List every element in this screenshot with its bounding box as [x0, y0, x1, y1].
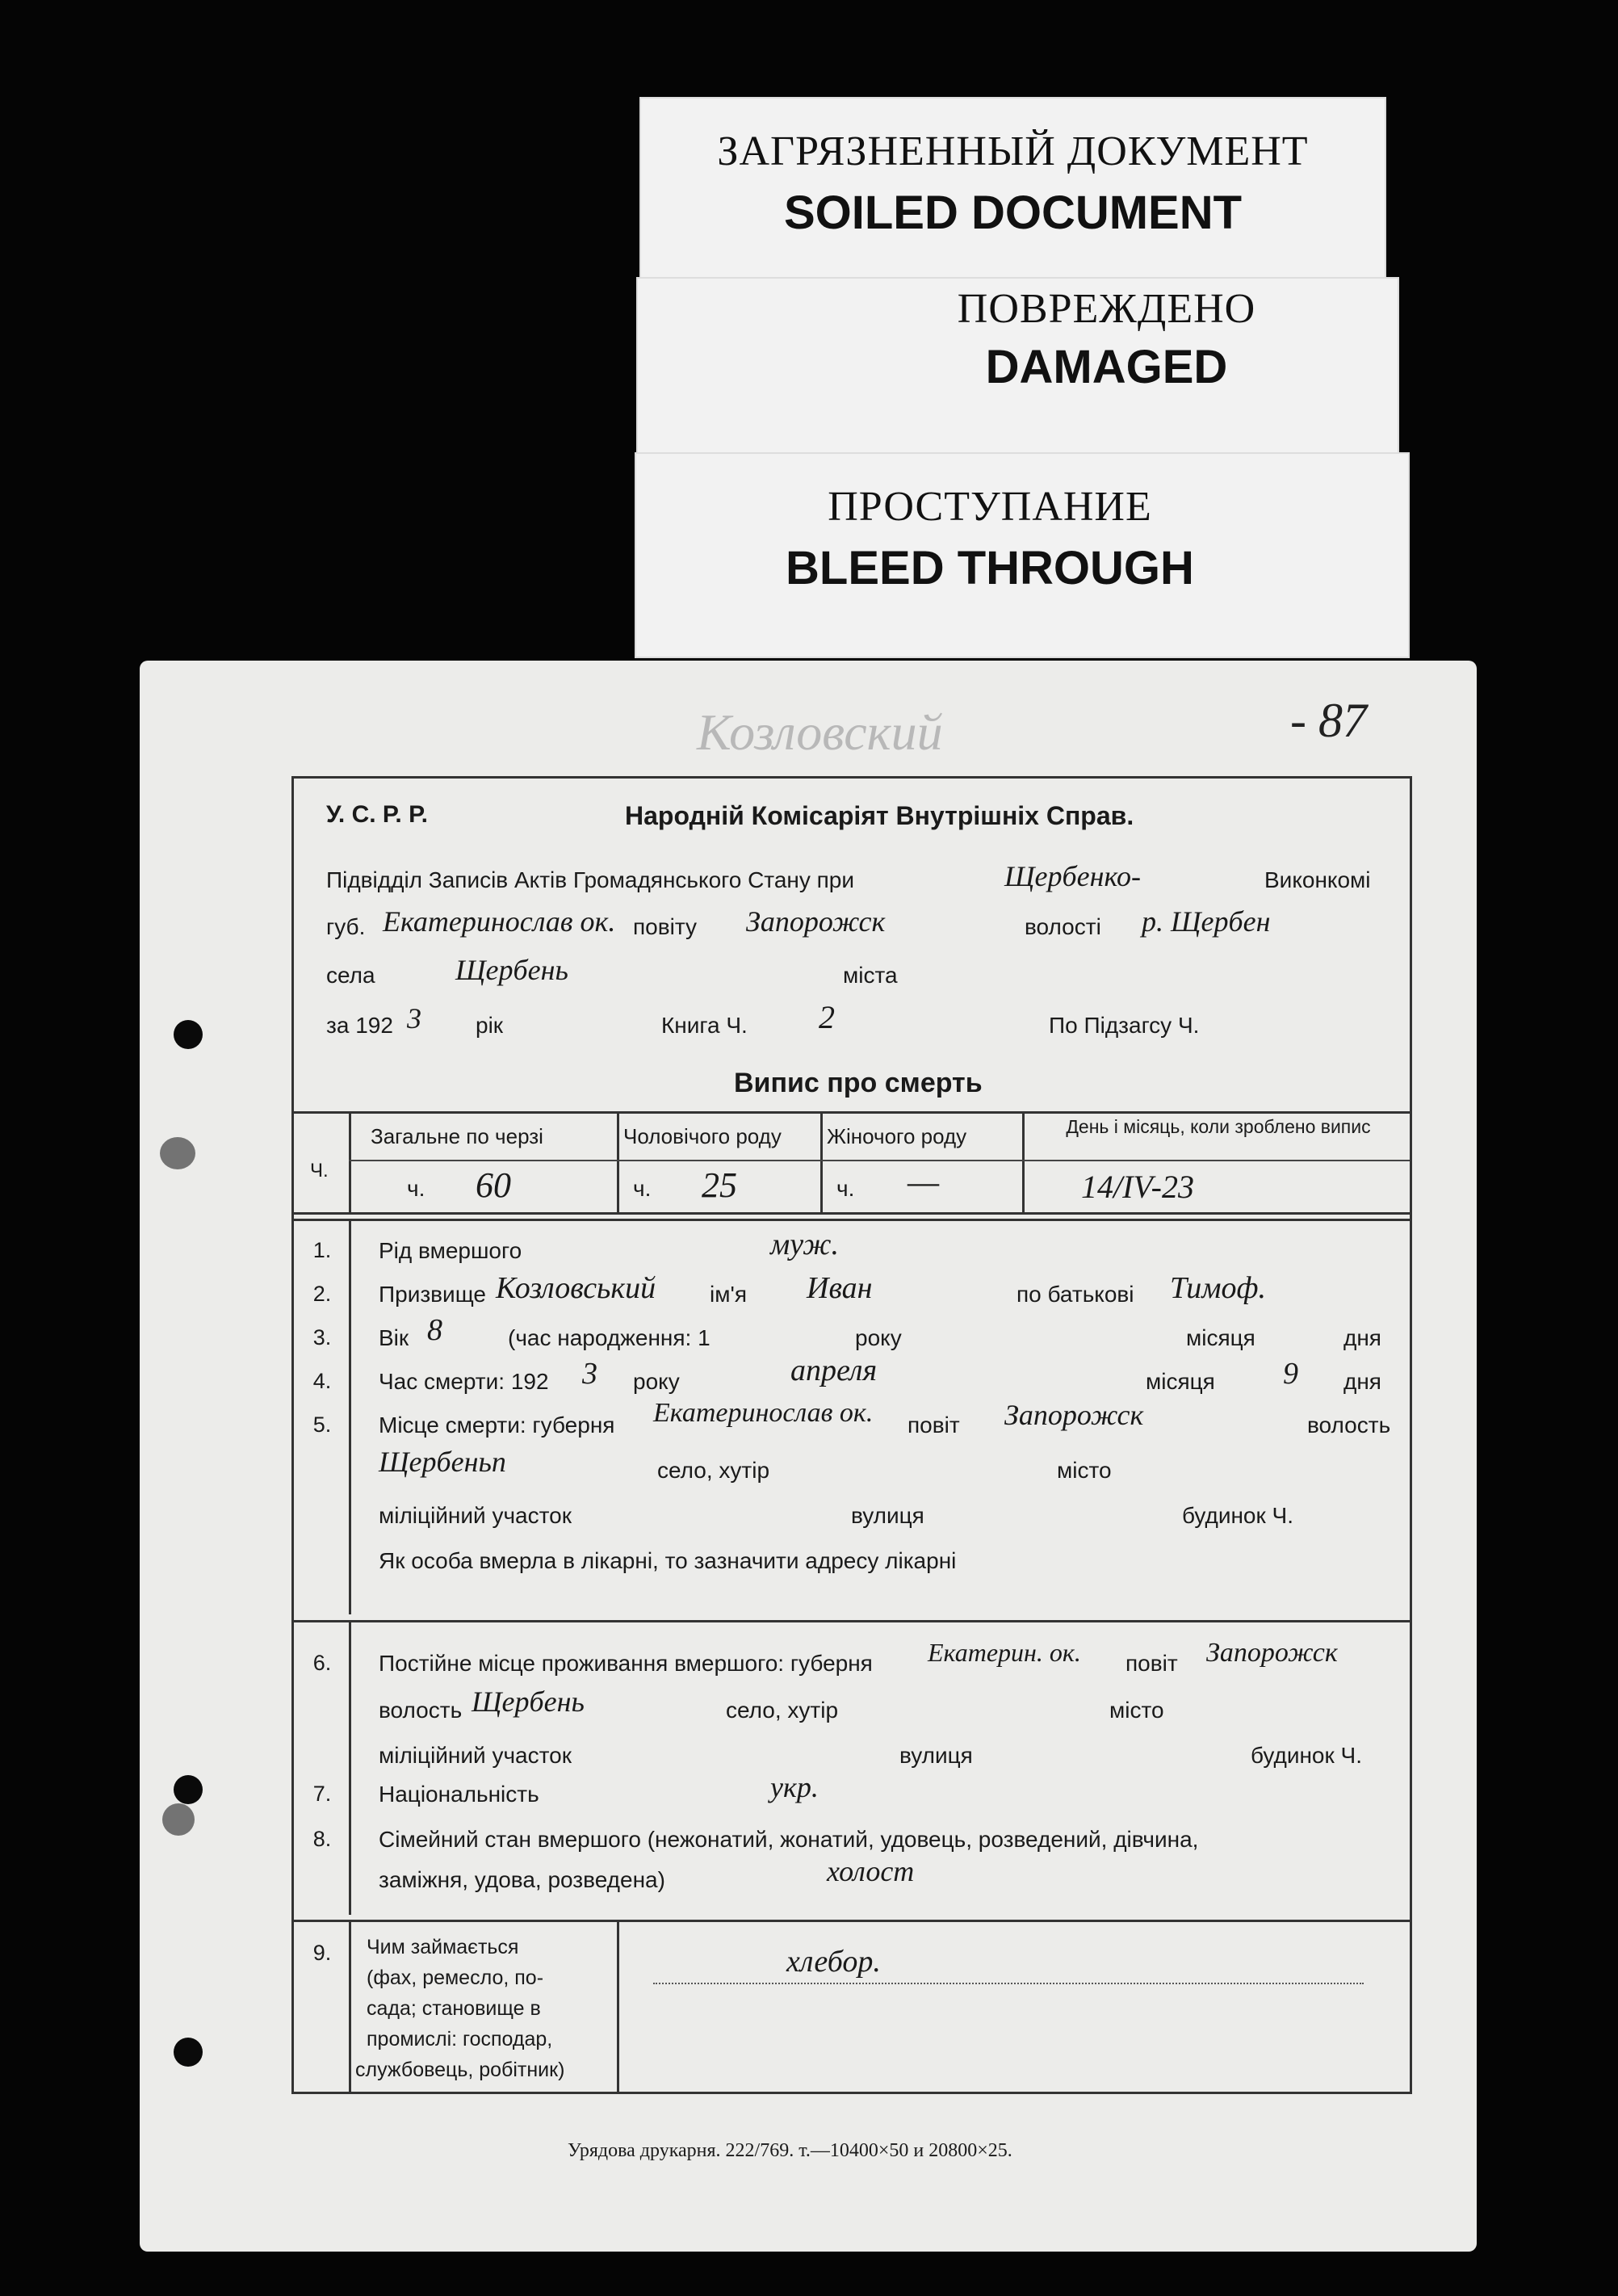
- patronymic-value: Тимоф.: [1170, 1271, 1266, 1305]
- male-value: 25: [702, 1165, 737, 1205]
- damaged-label: [636, 277, 1399, 459]
- residence-street-label: вулиця: [899, 1743, 973, 1768]
- povit-value: Запорожск: [746, 905, 886, 938]
- punch-hole: [174, 1775, 203, 1804]
- residence-selo-label: село, хутір: [726, 1698, 839, 1723]
- row-number: 1.: [312, 1238, 332, 1262]
- gub-label: губ.: [326, 914, 366, 939]
- marital-value: холост: [827, 1855, 915, 1887]
- counts-ch-label: Ч.: [310, 1160, 329, 1182]
- col-male-header: Чоловічого роду: [623, 1124, 782, 1148]
- birth-day-label: дня: [1343, 1325, 1381, 1350]
- hospital-label: Як особа вмерла в лікарні, то зазначити адресу лікарні: [379, 1548, 957, 1573]
- stain-spot: [160, 1137, 195, 1169]
- residence-militia-label: міліційний участок: [379, 1743, 572, 1768]
- sela-value: Щербень: [455, 954, 568, 986]
- residence-povit-label: повіт: [1125, 1651, 1178, 1676]
- total-value: 60: [476, 1165, 511, 1205]
- surname-pencil-note: Козловский: [697, 703, 943, 761]
- registry-line1-label: Підвідділ Записів Актів Громадянського Стану при: [326, 867, 855, 892]
- birth-year-label: року: [855, 1325, 902, 1350]
- residence-label: Постійне місце проживання вмершого: губерня: [379, 1651, 873, 1676]
- death-year-value: 3: [582, 1357, 597, 1391]
- occupation-label-line4: промислі: господар,: [367, 2028, 553, 2050]
- death-record-form: [140, 661, 1477, 2252]
- mista-label: міста: [843, 963, 898, 988]
- death-place-misto-label: місто: [1057, 1458, 1112, 1483]
- sela-label: села: [326, 963, 375, 988]
- document-title: Випис про смерть: [734, 1068, 983, 1098]
- section-row-9: [294, 1920, 1410, 2094]
- nationality-label: Національність: [379, 1782, 539, 1807]
- death-day-value: 9: [1283, 1357, 1298, 1391]
- death-year-label: року: [633, 1369, 680, 1394]
- occupation-value: хлебор.: [786, 1945, 881, 1979]
- bleed-through-label: [635, 452, 1410, 658]
- row-number: 8.: [312, 1827, 332, 1851]
- row-number: 9.: [312, 1941, 332, 1965]
- occupation-label-line5: службовець, робітник): [355, 2059, 565, 2081]
- registry-line1-end: Виконкомі: [1264, 867, 1371, 892]
- counts-table-bottom: [294, 1212, 1410, 1215]
- female-value: —: [908, 1162, 940, 1202]
- militia-label: міліційний участок: [379, 1503, 572, 1528]
- gub-value: Екатеринослав ок.: [383, 905, 616, 938]
- marital-label: Сімейний стан вмершого (нежонатий, жонатий, удовець, розведений, дівчина,: [379, 1827, 1199, 1852]
- form-header-title: Народній Комісаріят Внутрішніх Справ.: [625, 801, 1134, 830]
- residence-volost-label: волость: [379, 1698, 463, 1723]
- row-number: 5.: [312, 1412, 332, 1437]
- damaged-label-en: DAMAGED: [985, 341, 1228, 393]
- patronymic-label: по батькові: [1016, 1282, 1134, 1307]
- death-place-povit-value: Запорожск: [1004, 1399, 1144, 1431]
- stain-spot: [162, 1803, 195, 1836]
- printer-line: Урядова друкарня. 222/769. т.—10400×50 и 20800×25.: [568, 2140, 1012, 2161]
- kniga-label: Книга Ч.: [661, 1013, 748, 1038]
- soiled-label-ru: ЗАГРЯЗНЕННЫЙ ДОКУМЕНТ: [717, 128, 1309, 174]
- age-value: 8: [427, 1313, 442, 1347]
- residence-gub-value: Екатерин. ок.: [928, 1638, 1081, 1667]
- residence-house-label: будинок Ч.: [1251, 1743, 1362, 1768]
- pidzags-label: По Підзагсу Ч.: [1049, 1013, 1200, 1038]
- male-prefix: ч.: [633, 1176, 652, 1201]
- surname-label: Призвище: [379, 1282, 486, 1307]
- death-place-povit-label: повіт: [908, 1412, 960, 1438]
- volost-value: р. Щербен: [1142, 905, 1271, 938]
- registry-line1-value: Щербенко-: [1004, 860, 1141, 892]
- col-total-header: Загальне по черзі: [371, 1124, 543, 1148]
- occupation-label-line3: сада; становище в: [367, 1997, 541, 2020]
- death-place-gub-value: Екатеринослав ок.: [653, 1398, 874, 1428]
- bleed-label-en: BLEED THROUGH: [786, 542, 1194, 594]
- za-value: 3: [407, 1002, 421, 1035]
- volost-label: волості: [1025, 914, 1101, 939]
- death-month-value: апреля: [790, 1354, 878, 1387]
- age-label: Вік: [379, 1325, 409, 1350]
- death-place-selo-value: Щербеньп: [379, 1446, 506, 1478]
- rik-label: рік: [476, 1013, 504, 1038]
- soiled-document-label: [639, 97, 1386, 283]
- page-number: - 87: [1290, 694, 1367, 747]
- occupation-label-line1: Чим займається: [367, 1936, 519, 1958]
- name-label: ім'я: [710, 1282, 747, 1307]
- col-female-header: Жіночого роду: [827, 1124, 967, 1148]
- row-number: 4.: [312, 1369, 332, 1393]
- section-rows-1-5: [294, 1219, 1410, 1614]
- row-number: 3.: [312, 1325, 332, 1349]
- surname-value: Козловський: [496, 1271, 656, 1305]
- counts-table: [294, 1111, 1410, 1212]
- section-rows-6-8: [294, 1620, 1410, 1915]
- residence-povit-value: Запорожск: [1206, 1638, 1338, 1668]
- marital-label-2: заміжня, удова, розведена): [379, 1867, 665, 1892]
- death-place-selo-label: село, хутір: [657, 1458, 770, 1483]
- col-date-header: День і місяць, коли зроблено випис: [1066, 1116, 1371, 1137]
- sex-label: Рід вмершого: [379, 1238, 522, 1263]
- sex-value: муж.: [770, 1228, 840, 1261]
- total-prefix: ч.: [407, 1176, 425, 1201]
- house-label: будинок Ч.: [1182, 1503, 1293, 1528]
- birth-label: (час народження: 1: [508, 1325, 710, 1350]
- row-number: 6.: [312, 1651, 332, 1675]
- residence-volost-value: Щербень: [472, 1685, 585, 1718]
- name-value: Иван: [807, 1271, 873, 1305]
- za-label: за 192: [326, 1013, 393, 1038]
- death-day-label: дня: [1343, 1369, 1381, 1394]
- death-time-label: Час смерти: 192: [379, 1369, 549, 1394]
- death-place-volost-label: волость: [1307, 1412, 1391, 1438]
- form-frame: [291, 776, 1412, 2094]
- death-place-label: Місце смерти: губерня: [379, 1412, 615, 1438]
- kniga-value: 2: [819, 999, 835, 1035]
- birth-month-label: місяця: [1186, 1325, 1255, 1350]
- street-label: вулиця: [851, 1503, 924, 1528]
- female-prefix: ч.: [836, 1176, 855, 1201]
- damaged-label-ru: ПОВРЕЖДЕНО: [957, 286, 1256, 332]
- nationality-value: укр.: [770, 1771, 819, 1803]
- ussr-header: У. С. Р. Р.: [326, 801, 428, 828]
- punch-hole: [174, 1020, 203, 1049]
- soiled-label-en: SOILED DOCUMENT: [783, 187, 1243, 239]
- row-number: 2.: [312, 1282, 332, 1306]
- occupation-label-line2: (фах, ремесло, по-: [367, 1967, 544, 1989]
- residence-misto-label: місто: [1109, 1698, 1164, 1723]
- date-value: 14/IV-23: [1081, 1169, 1194, 1205]
- bleed-label-ru: ПРОСТУПАНИЕ: [828, 484, 1152, 530]
- punch-hole: [174, 2038, 203, 2067]
- row-number: 7.: [312, 1782, 332, 1806]
- death-month-label: місяця: [1146, 1369, 1215, 1394]
- povit-label: повіту: [633, 914, 697, 939]
